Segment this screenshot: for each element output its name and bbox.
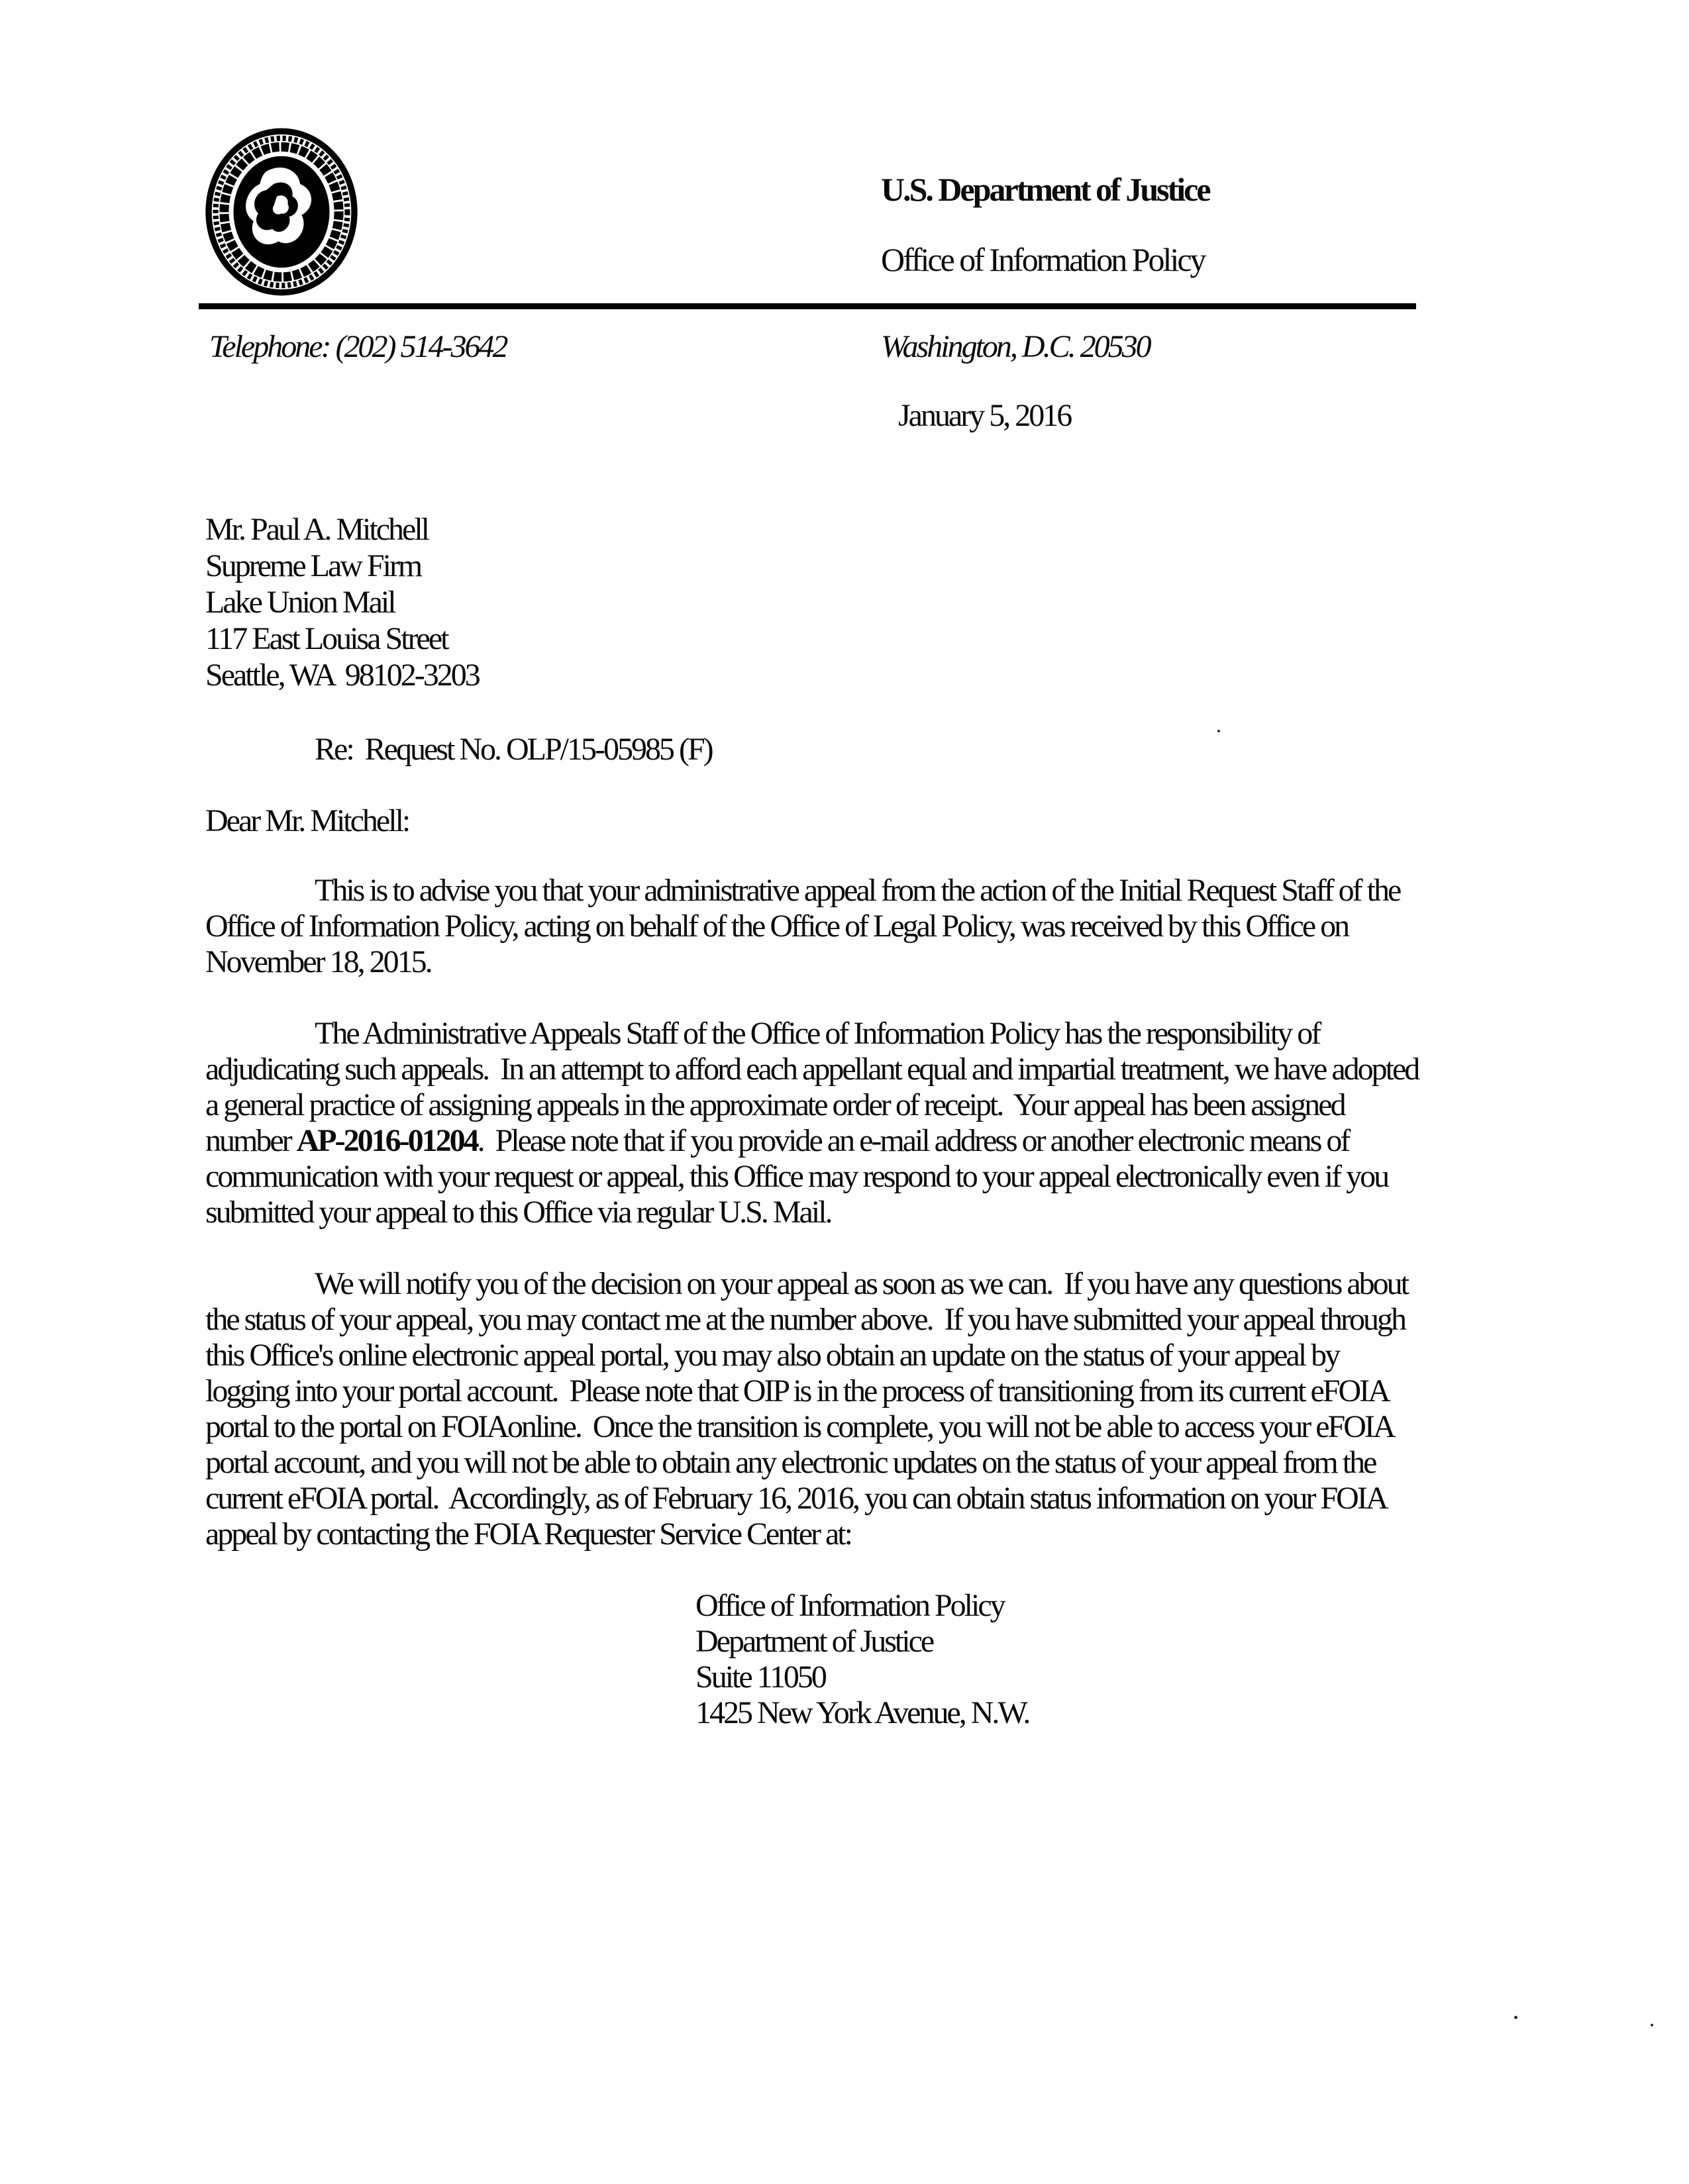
- scan-speck: [1217, 730, 1220, 732]
- service-center-address: [695, 1588, 1419, 1731]
- city-line: Washington, D.C. 20530: [881, 329, 1150, 364]
- agency-name: U.S. Department of Justice: [881, 171, 1209, 208]
- service-center-department: Department of Justice: [695, 1624, 933, 1659]
- letterhead-divider: [199, 303, 1416, 309]
- recipient-address: [205, 511, 479, 693]
- doj-seal-icon: [204, 128, 359, 296]
- scan-speck: [1651, 2024, 1653, 2026]
- date-line: January 5, 2016: [898, 398, 1071, 433]
- telephone-line: Telephone: (202) 514-3642: [209, 329, 507, 364]
- paragraph-2-text-pre: The Administrative Appeals Staff of the Office of Information Policy has the responsibility of adjudicating such appeals. In an attempt to afford each appellant equal and impartial treatment, we have adopted a general practice of assigning appeals in the approximate order of receipt. Your appeal has been assigned number: [205, 1016, 1425, 1158]
- letterhead: [881, 171, 1209, 278]
- letter-body: [205, 873, 1425, 1731]
- salutation: Dear Mr. Mitchell:: [205, 803, 409, 838]
- recipient-firm: Supreme Law Firm: [205, 548, 421, 583]
- paragraph-3: [205, 1266, 1419, 1552]
- recipient-street: 117 East Louisa Street: [205, 621, 448, 656]
- service-center-suite: Suite 11050: [695, 1660, 825, 1695]
- recipient-mail-stop: Lake Union Mail: [205, 585, 395, 620]
- office-name: Office of Information Policy: [881, 241, 1205, 278]
- scan-speck: [1514, 2016, 1517, 2019]
- paragraph-3-text: We will notify you of the decision on your appeal as soon as we can. If you have any questions about the status of your appeal, you may contact me at the number above. If you have submitted your appeal through this Office's online electronic appeal portal, you may also obtain an update on the status of your appeal by logging into your portal account. Please note that OIP is in the process of transitioning from its current eFOIA portal to the portal on FOIAonline. Once the transition is complete, you will not be able to access your eFOIA portal account, and you will not be able to obtain any electronic updates on the status of your appeal from the current eFOIA portal. Accordingly, as of February 16, 2016, you can obtain status information on your FOIA appeal by contacting the FOIA Requester Service Center at:: [205, 1266, 1413, 1552]
- recipient-name: Mr. Paul A. Mitchell: [205, 512, 428, 547]
- paragraph-2: [205, 1016, 1425, 1230]
- paragraph-2-text-post: . Please note that if you provide an e-mail address or another electronic means of communication with your request or appeal, this Office may respond to your appeal electronically even if you submitted your appeal to this Office via regular U.S. Mail.: [205, 1123, 1394, 1230]
- paragraph-1-text: This is to advise you that your administrative appeal from the action of the Initial Request Staff of the Office of Information Policy, acting on behalf of the Office of Legal Policy, was received by this Office on November 18, 2015.: [205, 873, 1406, 979]
- service-center-office: Office of Information Policy: [695, 1588, 1004, 1623]
- appeal-number: AP-2016-01204: [296, 1123, 478, 1158]
- reference-line: Re: Request No. OLP/15-05985 (F): [315, 732, 712, 767]
- service-center-street: 1425 New York Avenue, N.W.: [695, 1695, 1029, 1730]
- recipient-city-state-zip: Seattle, WA 98102-3203: [205, 658, 479, 693]
- paragraph-1: [205, 873, 1419, 980]
